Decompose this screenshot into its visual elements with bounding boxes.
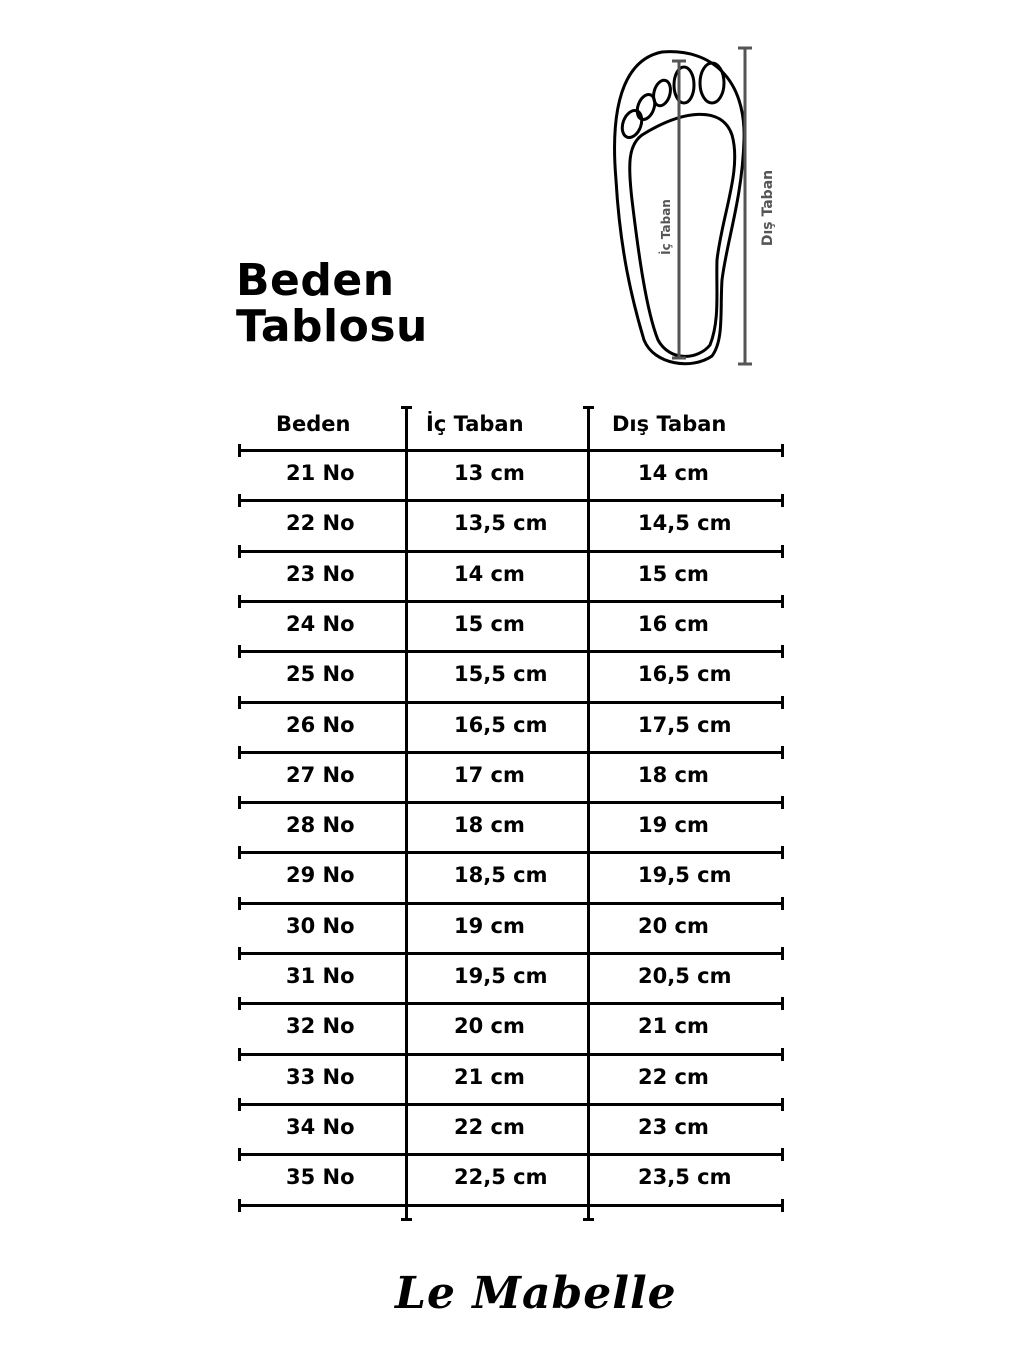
row-divider: [238, 851, 784, 854]
cell-inner-sole: 16,5 cm: [454, 712, 548, 737]
cell-outer-sole: 19 cm: [638, 813, 709, 838]
column-divider-2: [587, 406, 590, 1221]
cell-size: 25 No: [286, 662, 355, 687]
cell-inner-sole: 19 cm: [454, 913, 525, 938]
row-divider: [238, 600, 784, 603]
cell-inner-sole: 18 cm: [454, 813, 525, 838]
cell-inner-sole: 13 cm: [454, 461, 525, 485]
row-divider: [238, 1204, 784, 1207]
row-divider: [238, 1053, 784, 1056]
cell-outer-sole: 20 cm: [638, 913, 709, 938]
title-line-2: Tablosu: [236, 301, 428, 352]
brand-logo: Le Mabelle: [395, 1268, 677, 1319]
cell-size: 31 No: [286, 964, 355, 988]
cell-inner-sole: 13,5 cm: [454, 511, 548, 536]
cell-size: 26 No: [286, 712, 355, 737]
cell-size: 23 No: [286, 561, 355, 586]
foot-sole-diagram: [602, 40, 792, 380]
cell-inner-sole: 18,5 cm: [454, 863, 548, 888]
cell-inner-sole: 14 cm: [454, 561, 525, 586]
cell-outer-sole: 15 cm: [638, 561, 709, 586]
cell-size: 24 No: [286, 611, 355, 636]
page-title: [236, 255, 428, 352]
row-divider: [238, 449, 784, 452]
cell-size: 35 No: [286, 1165, 355, 1190]
cell-size: 30 No: [286, 913, 355, 938]
cell-inner-sole: 19,5 cm: [454, 964, 548, 988]
cell-inner-sole: 22 cm: [454, 1114, 525, 1139]
cell-inner-sole: 22,5 cm: [454, 1165, 548, 1190]
header-beden: Beden: [276, 412, 351, 436]
row-divider: [238, 751, 784, 754]
cell-outer-sole: 16,5 cm: [638, 662, 732, 687]
cell-size: 21 No: [286, 461, 355, 485]
cell-size: 33 No: [286, 1064, 355, 1089]
cell-inner-sole: 21 cm: [454, 1064, 525, 1089]
row-divider: [238, 1002, 784, 1005]
outer-sole-label: Dış Taban: [760, 169, 777, 247]
cell-outer-sole: 23 cm: [638, 1114, 709, 1139]
cell-outer-sole: 19,5 cm: [638, 863, 732, 888]
cell-inner-sole: 20 cm: [454, 1014, 525, 1039]
cell-outer-sole: 16 cm: [638, 611, 709, 636]
cell-outer-sole: 14,5 cm: [638, 511, 732, 536]
cell-outer-sole: 21 cm: [638, 1014, 709, 1039]
row-divider: [238, 801, 784, 804]
row-divider: [238, 550, 784, 553]
row-divider: [238, 952, 784, 955]
column-divider-1: [405, 406, 408, 1221]
cell-size: 27 No: [286, 762, 355, 787]
cell-outer-sole: 22 cm: [638, 1064, 709, 1089]
cell-size: 34 No: [286, 1114, 355, 1139]
cell-outer-sole: 23,5 cm: [638, 1165, 732, 1190]
cell-size: 29 No: [286, 863, 355, 888]
cell-outer-sole: 20,5 cm: [638, 964, 732, 988]
cell-size: 28 No: [286, 813, 355, 838]
cell-inner-sole: 15,5 cm: [454, 662, 548, 687]
header-dis-taban: Dış Taban: [612, 412, 727, 436]
row-divider: [238, 902, 784, 905]
row-divider: [238, 650, 784, 653]
row-divider: [238, 1103, 784, 1106]
cell-outer-sole: 18 cm: [638, 762, 709, 787]
cell-outer-sole: 17,5 cm: [638, 712, 732, 737]
cell-outer-sole: 14 cm: [638, 461, 709, 485]
cell-size: 32 No: [286, 1014, 355, 1039]
row-divider: [238, 1153, 784, 1156]
cell-inner-sole: 15 cm: [454, 611, 525, 636]
row-divider: [238, 499, 784, 502]
inner-sole-label: İç Taban: [658, 199, 673, 255]
header-ic-taban: İç Taban: [426, 412, 524, 436]
cell-size: 22 No: [286, 511, 355, 536]
title-line-1: Beden: [236, 255, 395, 306]
row-divider: [238, 701, 784, 704]
size-table: [238, 400, 784, 1225]
cell-inner-sole: 17 cm: [454, 762, 525, 787]
